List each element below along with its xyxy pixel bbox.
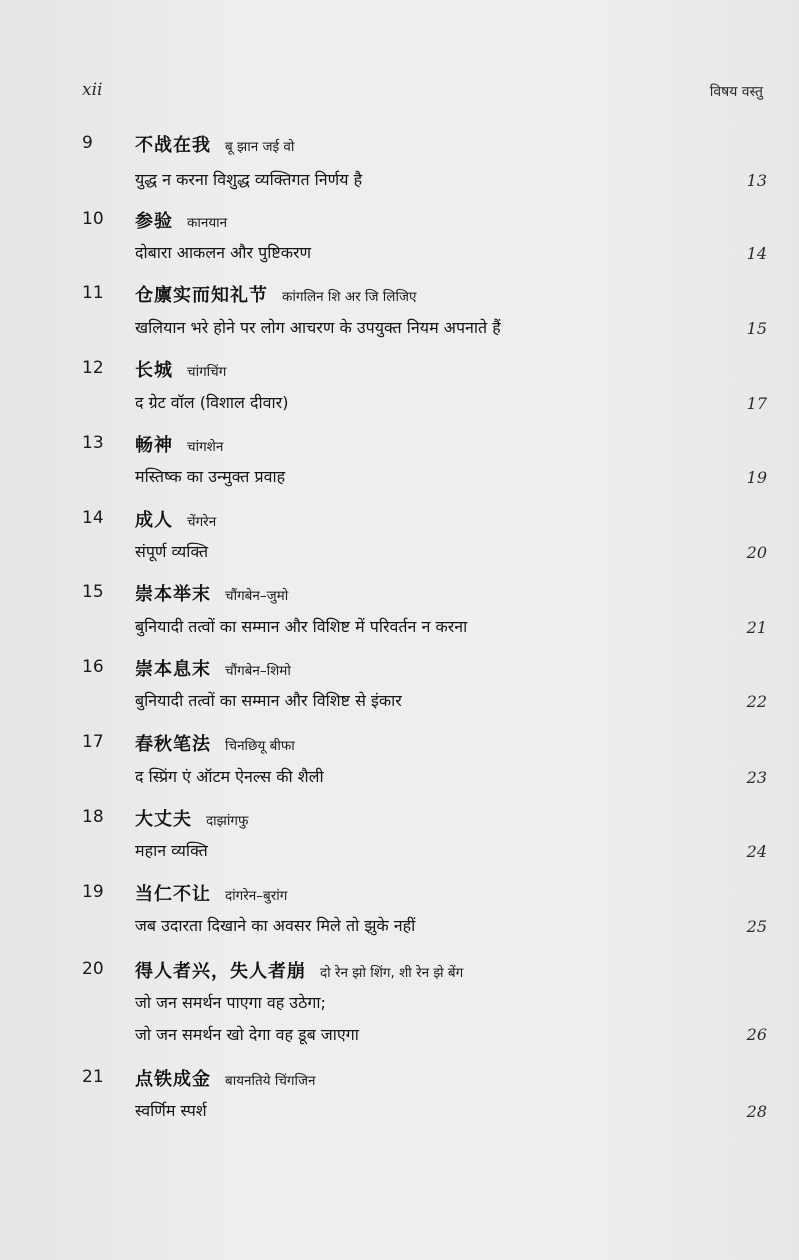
- entry-number: 9: [82, 133, 93, 153]
- entry-title: [135, 655, 291, 681]
- entry-number: 17: [82, 732, 104, 752]
- entry-page-number: 14: [746, 244, 767, 263]
- entry-page-number: 25: [746, 917, 767, 936]
- entry-title: [135, 356, 226, 382]
- pinyin-term: चौंगबेन–शिमो: [225, 663, 291, 679]
- entry-number: 12: [82, 358, 104, 378]
- chinese-term: 崇本举末: [135, 584, 211, 605]
- entry-number: 18: [82, 807, 104, 827]
- entry-number: 11: [82, 283, 104, 303]
- entry-page-number: 21: [746, 618, 767, 637]
- entry-page-number: 20: [746, 543, 767, 562]
- pinyin-term: कानयान: [187, 215, 228, 231]
- entry-number: 14: [82, 508, 104, 528]
- pinyin-term: कांगलिन शि अर जि लिजिए: [282, 289, 417, 305]
- entry-title: [135, 281, 416, 307]
- pinyin-term: दाझांगफु: [206, 813, 249, 829]
- chinese-term: 成人: [135, 510, 173, 531]
- pinyin-term: दांगरेन–बुरांग: [225, 888, 288, 904]
- entry-meaning: युद्ध न करना विशुद्ध व्यक्तिगत निर्णय है: [135, 170, 363, 189]
- entry-title: [135, 580, 288, 606]
- pinyin-term: चांगचिंग: [187, 364, 227, 380]
- entry-page-number: 28: [746, 1102, 767, 1121]
- section-title: विषय वस्तु: [709, 84, 763, 100]
- entry-number: 21: [82, 1067, 104, 1087]
- chinese-term: 春秋笔法: [135, 734, 211, 755]
- chinese-term: 当仁不让: [135, 884, 211, 905]
- chinese-term: 得人者兴，失人者崩: [135, 961, 306, 982]
- entry-meaning: खलियान भरे होने पर लोग आचरण के उपयुक्त नियम अपनाते हैं: [135, 318, 501, 337]
- entry-meaning: बुनियादी तत्वों का सम्मान और विशिष्ट में परिवर्तन न करना: [135, 617, 468, 636]
- entry-title: [135, 880, 287, 906]
- entry-page-number: 19: [746, 468, 767, 487]
- entry-page-number: 23: [746, 768, 767, 787]
- entry-title: [135, 805, 248, 831]
- entry-page-number: 24: [746, 842, 767, 861]
- page-label: xii: [82, 80, 103, 100]
- entry-page-number: 13: [746, 171, 767, 190]
- entry-page-number: 26: [746, 1025, 767, 1044]
- pinyin-term: बायनतिये चिंगजिन: [225, 1073, 316, 1089]
- entry-meaning: बुनियादी तत्वों का सम्मान और विशिष्ट से इंकार: [135, 691, 402, 710]
- entry-meaning: मस्तिष्क का उन्मुक्त प्रवाह: [135, 467, 286, 486]
- chinese-term: 参验: [135, 211, 173, 232]
- entry-page-number: 17: [746, 394, 767, 413]
- chinese-term: 大丈夫: [135, 809, 192, 830]
- pinyin-term: चौंगबेन–जुमो: [225, 588, 289, 604]
- entry-page-number: 22: [746, 692, 767, 711]
- entry-title: [135, 957, 463, 983]
- entry-number: 19: [82, 882, 104, 902]
- entry-title: [135, 207, 227, 233]
- entry-meaning-continued: जो जन समर्थन खो देगा वह डूब जाएगा: [135, 1025, 359, 1044]
- entry-meaning: द स्प्रिंग एं ऑटम ऐनल्स की शैली: [135, 767, 324, 786]
- entry-title: [135, 1065, 316, 1091]
- pinyin-term: चेंगरेन: [187, 514, 217, 530]
- chinese-term: 崇本息末: [135, 659, 211, 680]
- entry-number: 15: [82, 582, 104, 602]
- chinese-term: 仓廪实而知礼节: [135, 285, 268, 306]
- pinyin-term: दो रेन झो शिंग, शी रेन झे बेंग: [320, 965, 464, 981]
- entry-number: 20: [82, 959, 104, 979]
- chinese-term: 畅神: [135, 435, 173, 456]
- entry-number: 13: [82, 433, 104, 453]
- entry-number: 10: [82, 209, 104, 229]
- entry-meaning: स्वर्णिम स्पर्श: [135, 1101, 207, 1120]
- entry-meaning: संपूर्ण व्यक्ति: [135, 542, 209, 561]
- chinese-term: 不战在我: [135, 135, 211, 156]
- chinese-term: 点铁成金: [135, 1069, 211, 1090]
- chinese-term: 长城: [135, 360, 173, 381]
- entry-meaning: महान व्यक्ति: [135, 841, 208, 860]
- entry-title: [135, 730, 295, 756]
- entry-meaning: दोबारा आकलन और पुष्टिकरण: [135, 243, 312, 262]
- entry-title: [135, 506, 216, 532]
- pinyin-term: चिनछियू बीफा: [225, 738, 295, 754]
- entry-page-number: 15: [746, 319, 767, 338]
- pinyin-term: चांगशेन: [187, 439, 224, 455]
- entry-meaning: द ग्रेट वॉल (विशाल दीवार): [135, 393, 289, 412]
- entry-meaning: जो जन समर्थन पाएगा वह उठेगा;: [135, 993, 326, 1012]
- entry-title: [135, 131, 294, 157]
- entry-number: 16: [82, 657, 104, 677]
- entry-title: [135, 431, 223, 457]
- pinyin-term: बू झान जई वो: [225, 139, 295, 155]
- entry-meaning: जब उदारता दिखाने का अवसर मिले तो झुके नहीं: [135, 916, 416, 935]
